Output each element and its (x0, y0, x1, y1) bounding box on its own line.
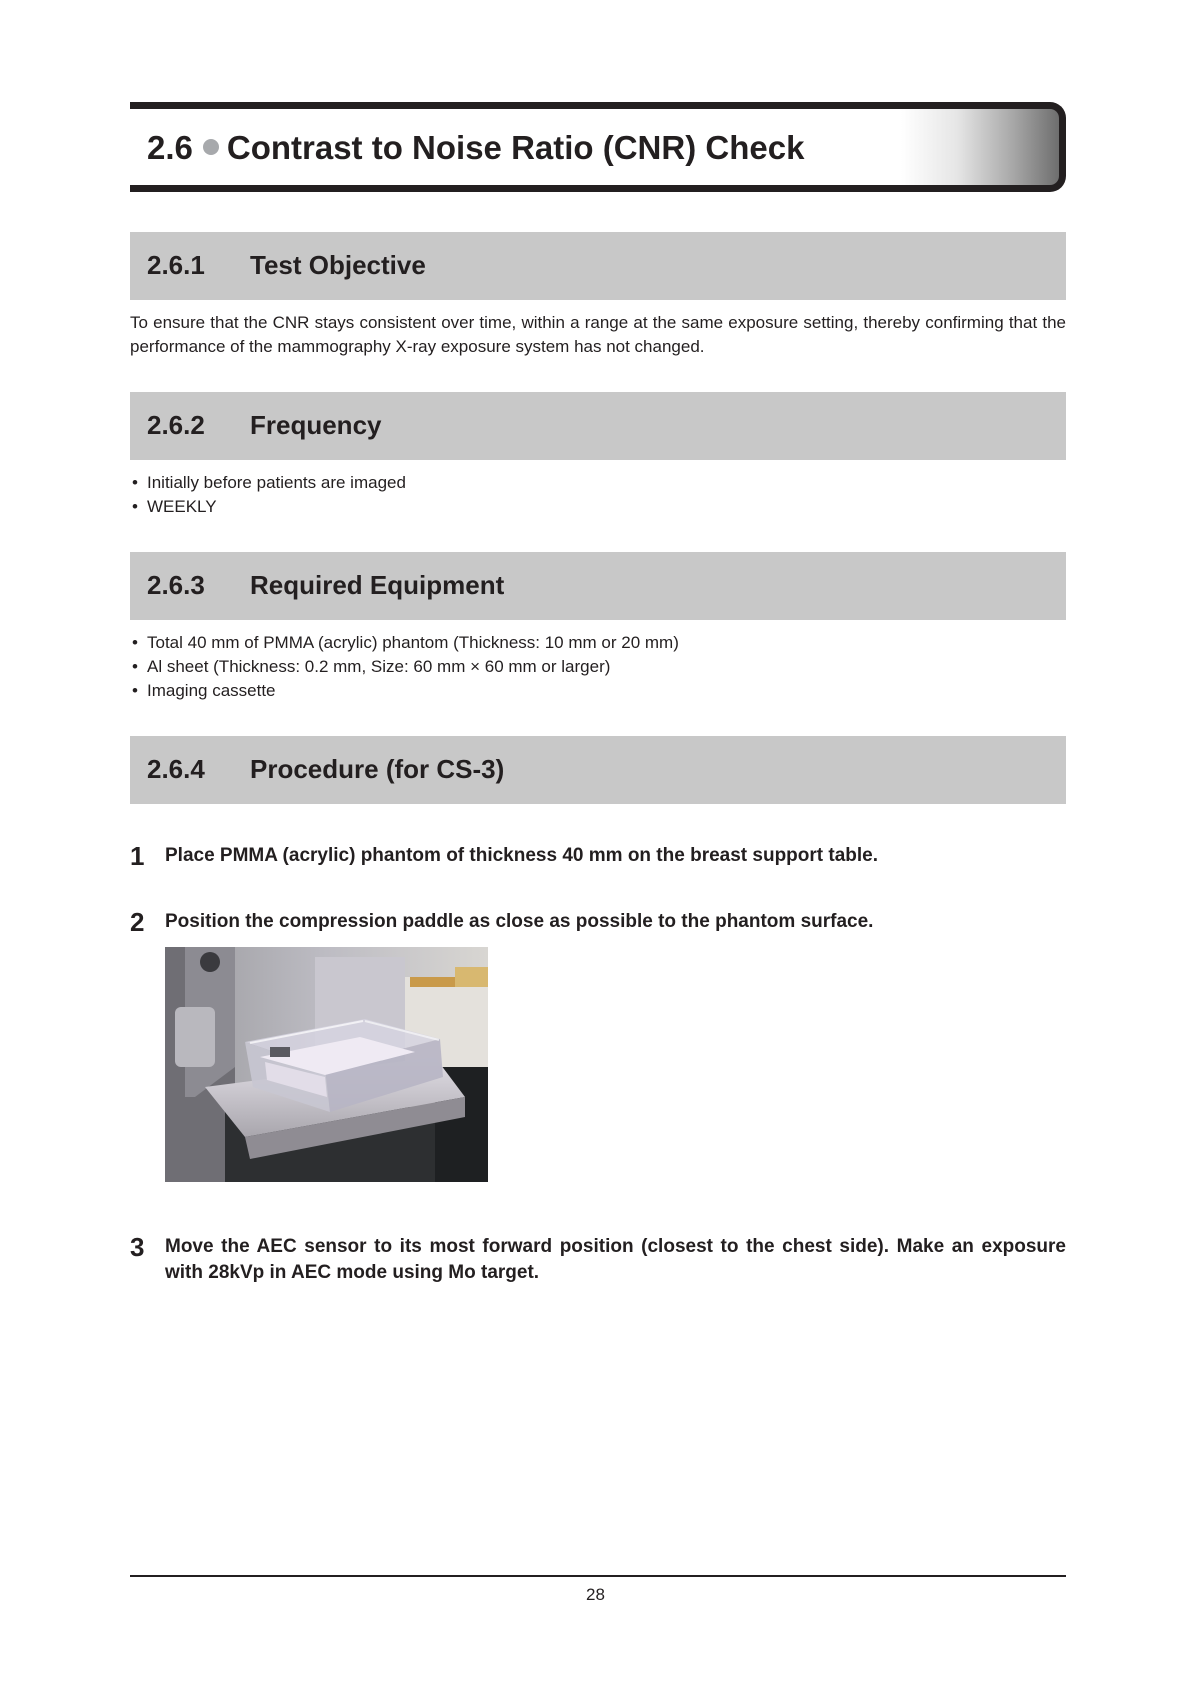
section-number: 2.6.3 (147, 570, 205, 600)
list-item: • Total 40 mm of PMMA (acrylic) phantom (Thickness: 10 mm or 20 mm) (130, 631, 679, 655)
procedure-step-2 (130, 909, 1066, 935)
step-number: 2 (130, 907, 145, 937)
equipment-list (130, 631, 679, 703)
list-item: • WEEKLY (130, 495, 406, 519)
list-item: • Imaging cassette (130, 679, 679, 703)
page-number: 28 (586, 1585, 605, 1604)
test-objective-text: To ensure that the CNR stays consistent over time, within a range at the same exposure setting, thereby confirming that the performance of the mammography X-ray exposure system has not changed. (130, 313, 1066, 356)
procedure-step-1 (130, 843, 1066, 869)
section-number: 2.6.2 (147, 410, 205, 440)
section-header-test-objective (130, 232, 1066, 300)
footer-divider (130, 1575, 1066, 1577)
step-number: 1 (130, 841, 145, 871)
section-title: Test Objective (250, 250, 426, 280)
section-header-procedure (130, 736, 1066, 804)
section-number: 2.6.1 (147, 250, 205, 280)
section-number: 2.6.4 (147, 754, 205, 784)
phantom-setup-photo (165, 947, 488, 1182)
section-header-frequency (130, 392, 1066, 460)
list-item: • Al sheet (Thickness: 0.2 mm, Size: 60 mm × 60 mm or larger) (130, 655, 679, 679)
section-title: Procedure (for CS-3) (250, 754, 505, 784)
section-header-required-equipment (130, 552, 1066, 620)
step-text: Position the compression paddle as close as possible to the phantom surface. (165, 911, 874, 932)
section-title: Required Equipment (250, 570, 505, 600)
step-text: Move the AEC sensor to its most forward position (closest to the chest side). Make an exposure with 28kVp in AEC mode using Mo target. (165, 1236, 1066, 1283)
step-text: Place PMMA (acrylic) phantom of thickness 40 mm on the breast support table. (165, 845, 879, 866)
page-title (147, 129, 804, 167)
page-title-box (130, 102, 1066, 192)
section-number: 2.6 (147, 129, 193, 166)
list-item: • Initially before patients are imaged (130, 471, 406, 495)
bullet-dot-icon (203, 139, 219, 155)
procedure-step-3 (130, 1234, 1066, 1286)
step-number: 3 (130, 1232, 145, 1262)
section-title: Frequency (250, 410, 382, 440)
title-text: Contrast to Noise Ratio (CNR) Check (226, 129, 805, 166)
frequency-list (130, 471, 406, 519)
